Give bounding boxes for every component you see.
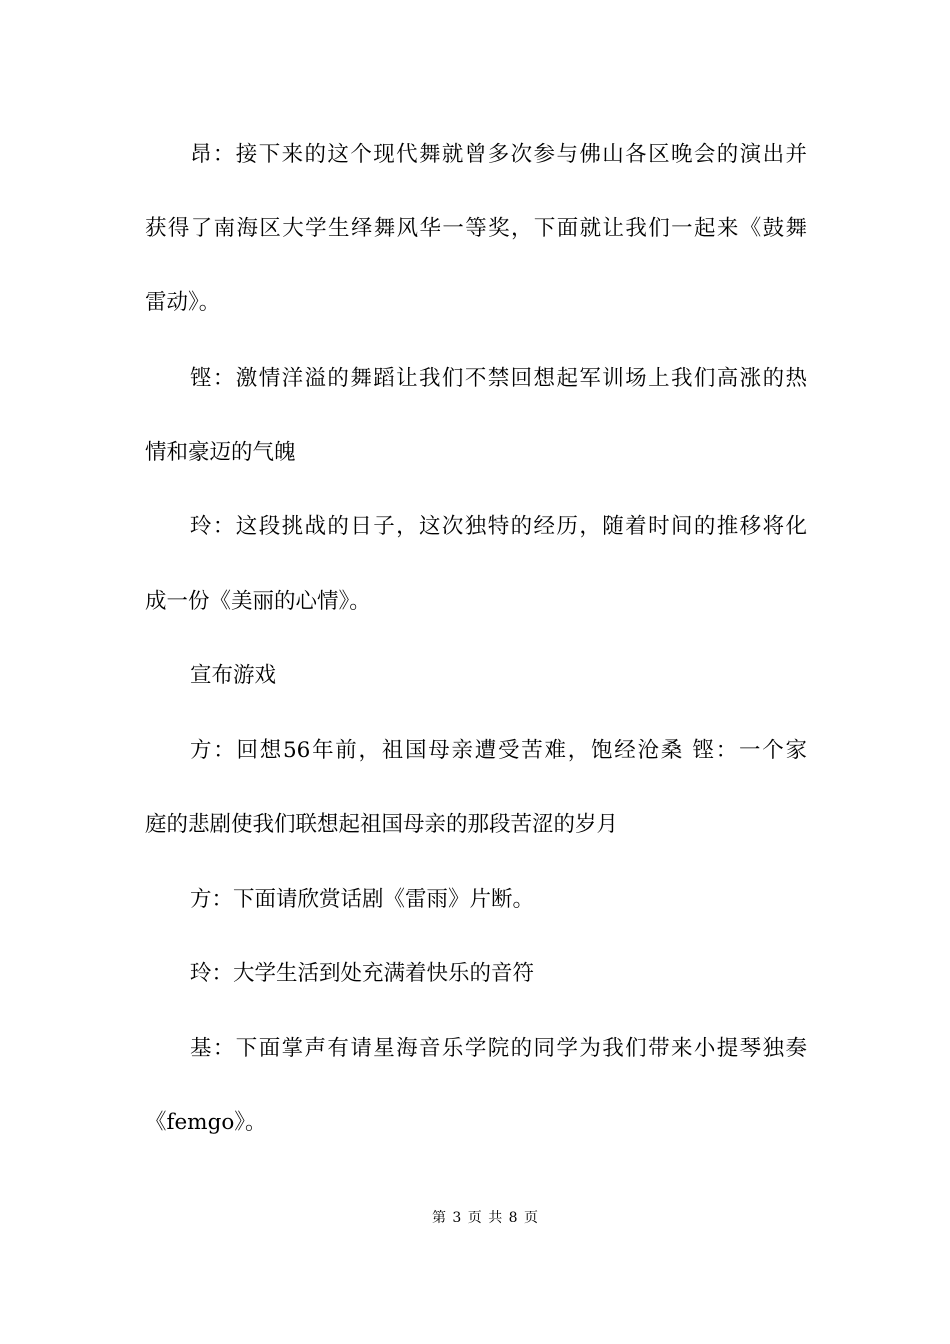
paragraph-line: 玲：这段挑战的日子，这次独特的经历，随着时间的推移将化 [190, 514, 807, 539]
footer-current-page: 3 [452, 1210, 462, 1226]
footer-suffix: 页 [524, 1210, 539, 1226]
paragraph-line: 庭的悲剧使我们联想起祖国母亲的那段苦涩的岁月 [145, 812, 619, 837]
paragraph-line: 情和豪迈的气魄 [145, 440, 296, 465]
footer-page-word: 页 [467, 1210, 482, 1226]
paragraph-line: 《femgo》。 [145, 1110, 267, 1135]
page-footer [0, 1208, 950, 1228]
paragraph-line: 玲：大学生活到处充满着快乐的音符 [190, 961, 535, 986]
paragraph-line: 基：下面掌声有请星海音乐学院的同学为我们带来小提琴独奏 [190, 1036, 807, 1061]
paragraph-line: 获得了南海区大学生绎舞风华一等奖，下面就让我们一起来《鼓舞 [145, 216, 807, 241]
footer-prefix: 第 [431, 1210, 446, 1226]
paragraph-line: 雷动》。 [145, 290, 221, 315]
paragraph-line: 昂：接下来的这个现代舞就曾多次参与佛山各区晚会的演出并 [190, 142, 807, 167]
paragraph-line: 方：回想56年前，祖国母亲遭受苦难，饱经沧桑 铿：一个家 [190, 738, 807, 763]
footer-total-word: 共 [488, 1210, 503, 1226]
paragraph-line: 成一份《美丽的心情》。 [145, 589, 371, 614]
paragraph-line: 方：下面请欣赏话剧《雷雨》片断。 [190, 887, 535, 912]
paragraph-line: 宣布游戏 [190, 663, 277, 688]
paragraph-line: 铿：激情洋溢的舞蹈让我们不禁回想起军训场上我们高涨的热 [190, 366, 807, 391]
footer-total-pages: 8 [508, 1210, 518, 1226]
